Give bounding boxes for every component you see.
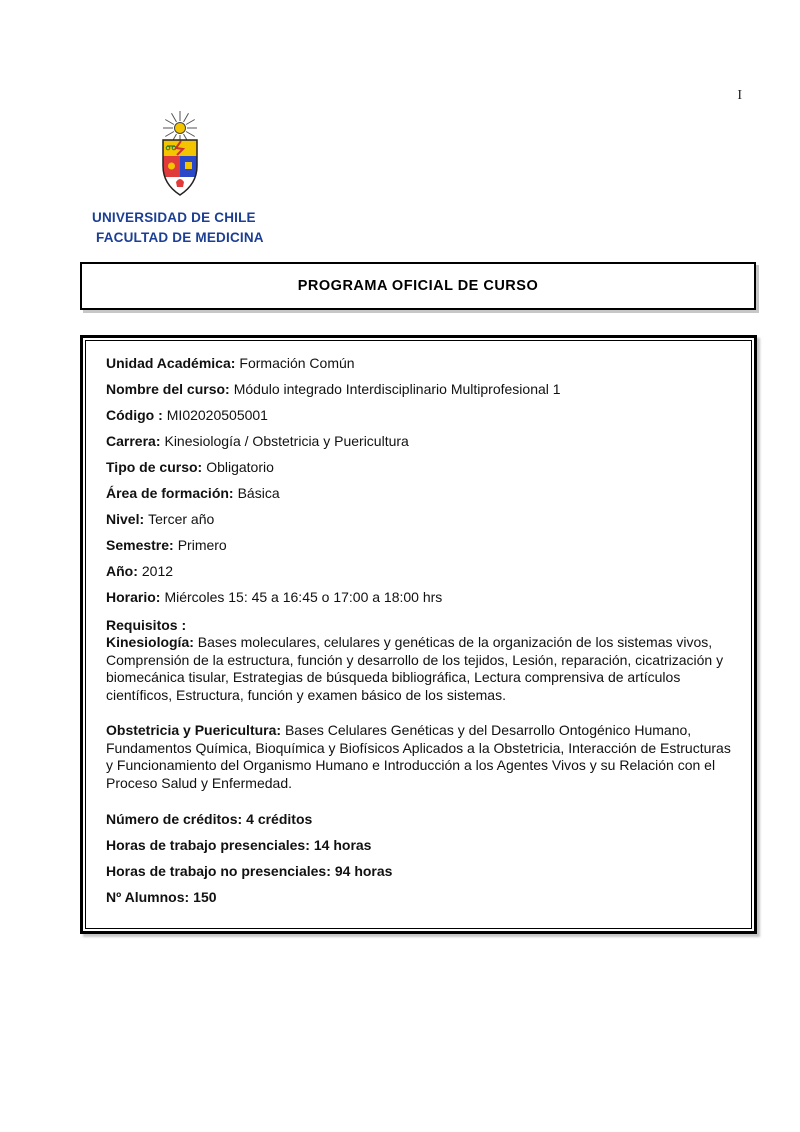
field-value: Básica: [237, 485, 280, 501]
field-label: Unidad Académica:: [106, 355, 236, 371]
field-value: 150: [193, 889, 217, 905]
course-info-box: [80, 335, 757, 934]
field-value: Kinesiología / Obstetricia y Puericultura: [164, 433, 409, 449]
faculty-name: FACULTAD DE MEDICINA: [96, 230, 264, 245]
field-semestre: [106, 536, 733, 554]
field-ano: [106, 562, 733, 580]
field-label: Horas de trabajo no presenciales:: [106, 863, 331, 879]
document-title: PROGRAMA OFICIAL DE CURSO: [297, 278, 539, 294]
requisito-text: Bases moleculares, celulares y genéticas de la organización de los sistemas vivos, Comprensión de la estructura, función y desarrollo de los tejidos, Lesión, reparación, cicatrización y biomecánica tisular, Estrategias de búsqueda bibliográfica, Lectura comprensiva de artículos científicos, Estructura, función y examen básico de los sistemas.: [106, 634, 724, 703]
field-value: Obligatorio: [206, 459, 274, 475]
field-value: 94 horas: [334, 863, 393, 879]
requisito-label: Obstetricia y Puericultura:: [106, 722, 282, 738]
field-label: Horario:: [106, 589, 161, 605]
field-horario: [106, 588, 733, 606]
field-label: Nº Alumnos:: [106, 889, 190, 905]
field-numero-creditos: [106, 810, 733, 828]
requisitos-obstetricia: [106, 722, 733, 792]
field-nivel: [106, 510, 733, 528]
field-value: Formación Común: [239, 355, 355, 371]
field-value: 2012: [141, 563, 174, 579]
course-info-inner: [85, 340, 752, 929]
field-value: 14 horas: [313, 837, 372, 853]
field-horas-presenciales: [106, 836, 733, 854]
field-value: Módulo integrado Interdisciplinario Multiprofesional 1: [233, 381, 561, 397]
requisitos-heading: [106, 616, 733, 634]
field-area-de-formacion: [106, 484, 733, 502]
requisito-label: Kinesiología:: [106, 634, 194, 650]
field-horas-no-presenciales: [106, 862, 733, 880]
field-value: MI02020505001: [166, 407, 268, 423]
field-label: Horas de trabajo presenciales:: [106, 837, 310, 853]
shield-icon: [163, 140, 197, 197]
university-logo-icon: [144, 110, 216, 202]
field-value: 4 créditos: [246, 811, 313, 827]
requisitos-kinesiologia: [106, 634, 733, 704]
field-label: Área de formación:: [106, 485, 234, 501]
university-name: UNIVERSIDAD DE CHILE: [92, 210, 256, 225]
field-label: Nombre del curso:: [106, 381, 230, 397]
requisito-text: Bases Celulares Genéticas y del Desarrollo Ontogénico Humano, Fundamentos Química, Bioquímica y Biofísicos Aplicados a la Obstetricia, Interacción de Estructuras y Funcionamiento del Organismo Humano e Introducción a los Agentes Vivos y su Relación con el Proceso Salud y Enfermedad.: [106, 722, 731, 791]
title-box: [80, 262, 756, 310]
field-tipo-de-curso: [106, 458, 733, 476]
field-label: Requisitos :: [106, 617, 187, 633]
field-label: Año:: [106, 563, 138, 579]
field-label: Código :: [106, 407, 163, 423]
field-label: Número de créditos:: [106, 811, 243, 827]
field-carrera: [106, 432, 733, 450]
field-unidad-academica: [106, 354, 733, 372]
field-codigo: [106, 406, 733, 424]
page-number: I: [737, 88, 742, 103]
field-label: Nivel:: [106, 511, 145, 527]
header: [92, 110, 264, 245]
field-label: Semestre:: [106, 537, 174, 553]
field-num-alumnos: [106, 888, 733, 906]
field-label: Carrera:: [106, 433, 161, 449]
field-value: Primero: [177, 537, 227, 553]
field-value: Miércoles 15: 45 a 16:45 o 17:00 a 18:00 hrs: [164, 589, 443, 605]
field-label: Tipo de curso:: [106, 459, 203, 475]
field-nombre-del-curso: [106, 380, 733, 398]
field-value: Tercer año: [148, 511, 215, 527]
